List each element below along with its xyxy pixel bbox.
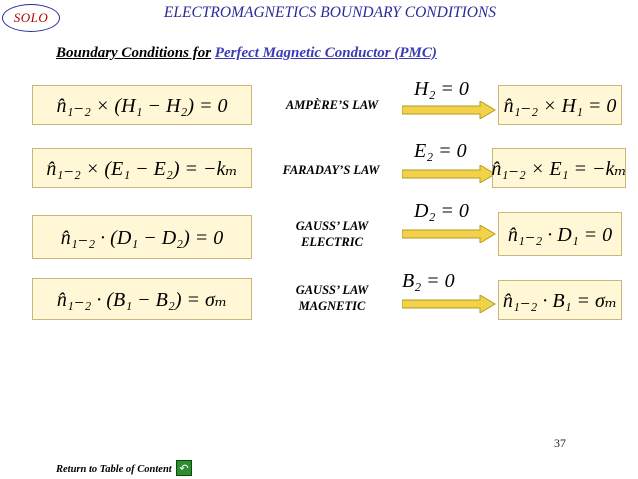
arrow-ampere: [402, 101, 496, 119]
condition-gauss-magnetic: B₂ = 0: [402, 270, 455, 292]
law-label-ampere: AMPÈRE’S LAW: [285, 98, 379, 112]
result-equation-faraday: [492, 148, 626, 188]
arrow-gauss-magnetic-shape: [402, 295, 495, 313]
result-equation-ampere: [498, 85, 622, 125]
result-equation-faraday-text: n̂₁₋₂ × E₁ = −kₘ: [491, 157, 627, 180]
subtitle-prefix: Boundary Conditions for: [56, 45, 212, 61]
law-label-gauss-electric: GAUSS’ LAW ELECTRIC: [295, 219, 369, 249]
condition-ampere: H₂ = 0: [414, 78, 469, 100]
result-equation-gauss-magnetic: [498, 280, 622, 320]
arrow-ampere-shape: [402, 101, 495, 119]
arrow-gauss-magnetic: [402, 295, 496, 313]
result-equation-gauss-electric: [498, 212, 622, 256]
result-equation-ampere-text: n̂₁₋₂ × H₁ = 0: [503, 94, 617, 117]
general-equation-ampere-text: n̂₁₋₂ × (H₁ − H₂) = 0: [56, 94, 228, 117]
law-label-faraday: FARADAY’S LAW: [282, 163, 380, 177]
condition-gauss-electric: D₂ = 0: [414, 200, 469, 222]
arrow-faraday-shape: [402, 165, 495, 183]
general-equation-gauss-magnetic: [32, 278, 252, 320]
page-title: ELECTROMAGNETICS BOUNDARY CONDITIONS: [163, 4, 497, 21]
general-equation-faraday: [32, 148, 252, 188]
result-equation-gauss-magnetic-text: n̂₁₋₂ · B₁ = σₘ: [502, 289, 618, 312]
result-equation-gauss-electric-text: n̂₁₋₂ · D₁ = 0: [507, 223, 613, 246]
general-equation-gauss-electric: [32, 215, 252, 259]
general-equation-faraday-text: n̂₁₋₂ × (E₁ − E₂) = −kₘ: [46, 157, 238, 180]
general-equation-gauss-electric-text: n̂₁₋₂ · (D₁ − D₂) = 0: [60, 226, 224, 249]
return-arrow-icon[interactable]: ↶: [176, 460, 192, 476]
return-to-toc-link[interactable]: Return to Table of Content: [56, 464, 172, 475]
subtitle: [56, 45, 437, 62]
page-number: 37: [554, 436, 566, 450]
general-equation-gauss-magnetic-text: n̂₁₋₂ · (B₁ − B₂) = σₘ: [56, 288, 228, 311]
arrow-faraday: [402, 165, 496, 183]
subtitle-highlight: Perfect Magnetic Conductor (PMC): [214, 45, 437, 61]
solo-badge: [2, 4, 60, 32]
general-equation-ampere: [32, 85, 252, 125]
law-label-gauss-magnetic: GAUSS’ LAW MAGNETIC: [295, 283, 369, 313]
condition-faraday: E₂ = 0: [414, 140, 467, 162]
arrow-gauss-electric: [402, 225, 496, 243]
solo-badge-label: SOLO: [13, 10, 49, 25]
arrow-gauss-electric-shape: [402, 225, 495, 243]
